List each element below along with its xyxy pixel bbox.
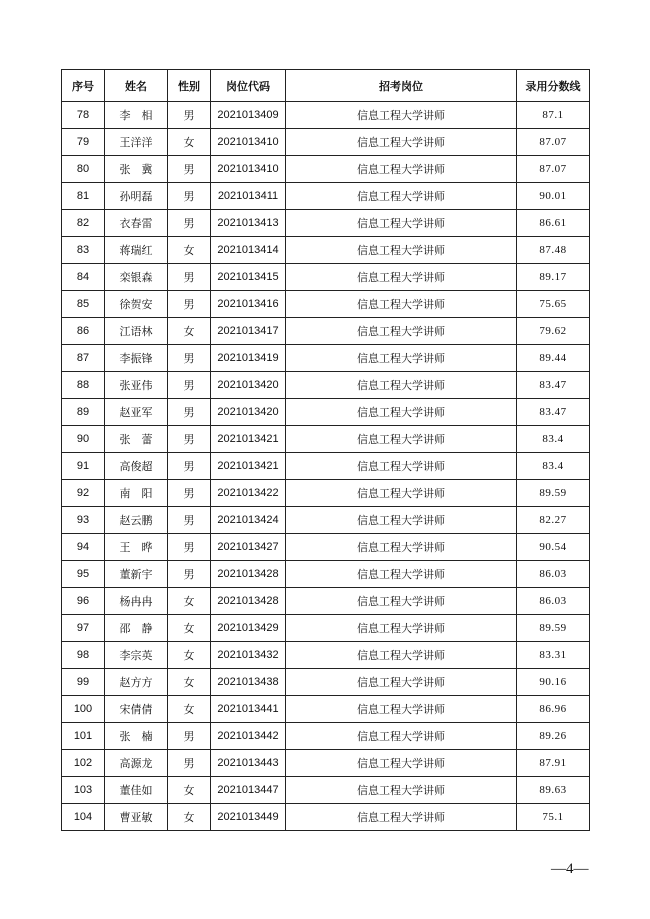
cell-position-code: 2021013422 — [211, 480, 286, 507]
cell-position-code: 2021013428 — [211, 561, 286, 588]
cell-name: 杨冉冉 — [105, 588, 168, 615]
cell-gender: 女 — [168, 237, 211, 264]
cell-position: 信息工程大学讲师 — [286, 723, 517, 750]
cell-admission-score: 89.17 — [517, 264, 590, 291]
cell-gender: 男 — [168, 183, 211, 210]
cell-position: 信息工程大学讲师 — [286, 777, 517, 804]
table-row — [62, 345, 590, 372]
table-body — [62, 102, 590, 831]
cell-position-code: 2021013419 — [211, 345, 286, 372]
table-row — [62, 696, 590, 723]
cell-admission-score: 79.62 — [517, 318, 590, 345]
cell-name: 赵方方 — [105, 669, 168, 696]
cell-position: 信息工程大学讲师 — [286, 507, 517, 534]
cell-name: 高俊超 — [105, 453, 168, 480]
cell-serial-number: 98 — [62, 642, 105, 669]
cell-serial-number: 89 — [62, 399, 105, 426]
table-row — [62, 264, 590, 291]
cell-gender: 男 — [168, 561, 211, 588]
cell-gender: 男 — [168, 480, 211, 507]
table-row — [62, 534, 590, 561]
cell-position: 信息工程大学讲师 — [286, 696, 517, 723]
table-row — [62, 588, 590, 615]
cell-admission-score: 82.27 — [517, 507, 590, 534]
cell-serial-number: 78 — [62, 102, 105, 129]
cell-position: 信息工程大学讲师 — [286, 129, 517, 156]
cell-name: 董新宇 — [105, 561, 168, 588]
cell-gender: 男 — [168, 291, 211, 318]
cell-gender: 男 — [168, 156, 211, 183]
cell-position-code: 2021013438 — [211, 669, 286, 696]
cell-name: 王 晔 — [105, 534, 168, 561]
cell-name: 李 相 — [105, 102, 168, 129]
cell-position: 信息工程大学讲师 — [286, 237, 517, 264]
cell-serial-number: 88 — [62, 372, 105, 399]
cell-gender: 女 — [168, 669, 211, 696]
cell-admission-score: 90.54 — [517, 534, 590, 561]
table-row — [62, 777, 590, 804]
cell-name: 邵 静 — [105, 615, 168, 642]
cell-gender: 男 — [168, 210, 211, 237]
header-gender: 性别 — [168, 70, 211, 102]
cell-position-code: 2021013416 — [211, 291, 286, 318]
cell-position: 信息工程大学讲师 — [286, 534, 517, 561]
cell-serial-number: 84 — [62, 264, 105, 291]
cell-position-code: 2021013424 — [211, 507, 286, 534]
cell-admission-score: 83.4 — [517, 426, 590, 453]
table-row — [62, 183, 590, 210]
cell-serial-number: 81 — [62, 183, 105, 210]
cell-position: 信息工程大学讲师 — [286, 102, 517, 129]
cell-position: 信息工程大学讲师 — [286, 426, 517, 453]
cell-name: 李振锋 — [105, 345, 168, 372]
header-serial-number: 序号 — [62, 70, 105, 102]
cell-serial-number: 90 — [62, 426, 105, 453]
cell-serial-number: 80 — [62, 156, 105, 183]
cell-position: 信息工程大学讲师 — [286, 345, 517, 372]
cell-position: 信息工程大学讲师 — [286, 561, 517, 588]
cell-name: 赵亚军 — [105, 399, 168, 426]
cell-gender: 男 — [168, 534, 211, 561]
cell-name: 张亚伟 — [105, 372, 168, 399]
cell-serial-number: 100 — [62, 696, 105, 723]
cell-gender: 女 — [168, 804, 211, 831]
header-position-code: 岗位代码 — [211, 70, 286, 102]
cell-gender: 女 — [168, 696, 211, 723]
cell-serial-number: 104 — [62, 804, 105, 831]
cell-gender: 女 — [168, 615, 211, 642]
cell-position-code: 2021013443 — [211, 750, 286, 777]
cell-gender: 男 — [168, 507, 211, 534]
cell-admission-score: 75.1 — [517, 804, 590, 831]
cell-gender: 男 — [168, 372, 211, 399]
cell-serial-number: 87 — [62, 345, 105, 372]
table-row — [62, 561, 590, 588]
cell-name: 孙明磊 — [105, 183, 168, 210]
cell-serial-number: 94 — [62, 534, 105, 561]
cell-position: 信息工程大学讲师 — [286, 318, 517, 345]
cell-position: 信息工程大学讲师 — [286, 183, 517, 210]
header-admission-score: 录用分数线 — [517, 70, 590, 102]
cell-serial-number: 85 — [62, 291, 105, 318]
cell-gender: 男 — [168, 345, 211, 372]
cell-position: 信息工程大学讲师 — [286, 804, 517, 831]
cell-serial-number: 96 — [62, 588, 105, 615]
cell-name: 董佳如 — [105, 777, 168, 804]
cell-name: 宋倩倩 — [105, 696, 168, 723]
table-row — [62, 804, 590, 831]
cell-position-code: 2021013420 — [211, 372, 286, 399]
cell-serial-number: 93 — [62, 507, 105, 534]
cell-serial-number: 91 — [62, 453, 105, 480]
cell-admission-score: 86.96 — [517, 696, 590, 723]
cell-position-code: 2021013414 — [211, 237, 286, 264]
table-row — [62, 426, 590, 453]
table-row — [62, 291, 590, 318]
cell-position-code: 2021013432 — [211, 642, 286, 669]
cell-gender: 男 — [168, 750, 211, 777]
cell-position: 信息工程大学讲师 — [286, 480, 517, 507]
cell-admission-score: 89.63 — [517, 777, 590, 804]
cell-position: 信息工程大学讲师 — [286, 264, 517, 291]
cell-gender: 女 — [168, 642, 211, 669]
cell-name: 张 蕾 — [105, 426, 168, 453]
table-row — [62, 318, 590, 345]
table-row — [62, 237, 590, 264]
cell-gender: 男 — [168, 399, 211, 426]
cell-position-code: 2021013442 — [211, 723, 286, 750]
cell-name: 栾银森 — [105, 264, 168, 291]
table-row — [62, 102, 590, 129]
cell-name: 曹亚敏 — [105, 804, 168, 831]
cell-position: 信息工程大学讲师 — [286, 669, 517, 696]
cell-admission-score: 86.61 — [517, 210, 590, 237]
table-row — [62, 156, 590, 183]
header-name: 姓名 — [105, 70, 168, 102]
table-row — [62, 210, 590, 237]
cell-serial-number: 103 — [62, 777, 105, 804]
cell-gender: 男 — [168, 264, 211, 291]
cell-admission-score: 83.47 — [517, 372, 590, 399]
table-row — [62, 129, 590, 156]
cell-gender: 男 — [168, 723, 211, 750]
admission-score-table — [61, 69, 590, 831]
cell-admission-score: 87.07 — [517, 129, 590, 156]
table-row — [62, 372, 590, 399]
cell-gender: 男 — [168, 102, 211, 129]
table-row — [62, 669, 590, 696]
cell-name: 张 冀 — [105, 156, 168, 183]
cell-admission-score: 90.16 — [517, 669, 590, 696]
cell-admission-score: 86.03 — [517, 588, 590, 615]
cell-name: 王洋洋 — [105, 129, 168, 156]
table-row — [62, 453, 590, 480]
header-position: 招考岗位 — [286, 70, 517, 102]
cell-serial-number: 82 — [62, 210, 105, 237]
cell-name: 江语林 — [105, 318, 168, 345]
cell-admission-score: 87.07 — [517, 156, 590, 183]
cell-admission-score: 83.47 — [517, 399, 590, 426]
cell-position-code: 2021013428 — [211, 588, 286, 615]
table-row — [62, 750, 590, 777]
cell-position-code: 2021013409 — [211, 102, 286, 129]
cell-admission-score: 90.01 — [517, 183, 590, 210]
cell-serial-number: 102 — [62, 750, 105, 777]
table-row — [62, 399, 590, 426]
cell-position-code: 2021013447 — [211, 777, 286, 804]
cell-position-code: 2021013410 — [211, 156, 286, 183]
cell-serial-number: 86 — [62, 318, 105, 345]
cell-position: 信息工程大学讲师 — [286, 615, 517, 642]
cell-serial-number: 79 — [62, 129, 105, 156]
cell-admission-score: 89.26 — [517, 723, 590, 750]
cell-serial-number: 101 — [62, 723, 105, 750]
cell-position: 信息工程大学讲师 — [286, 453, 517, 480]
cell-admission-score: 87.48 — [517, 237, 590, 264]
cell-position: 信息工程大学讲师 — [286, 642, 517, 669]
cell-name: 蒋瑞红 — [105, 237, 168, 264]
page-number: —4— — [551, 861, 589, 877]
cell-admission-score: 75.65 — [517, 291, 590, 318]
cell-position: 信息工程大学讲师 — [286, 750, 517, 777]
cell-admission-score: 87.1 — [517, 102, 590, 129]
cell-admission-score: 89.59 — [517, 615, 590, 642]
cell-position-code: 2021013411 — [211, 183, 286, 210]
cell-position-code: 2021013421 — [211, 453, 286, 480]
cell-position: 信息工程大学讲师 — [286, 291, 517, 318]
cell-position-code: 2021013420 — [211, 399, 286, 426]
cell-serial-number: 83 — [62, 237, 105, 264]
table-row — [62, 723, 590, 750]
cell-admission-score: 83.31 — [517, 642, 590, 669]
cell-gender: 男 — [168, 453, 211, 480]
cell-position: 信息工程大学讲师 — [286, 399, 517, 426]
cell-admission-score: 89.59 — [517, 480, 590, 507]
admission-table-container — [61, 69, 589, 831]
cell-position-code: 2021013421 — [211, 426, 286, 453]
cell-position-code: 2021013415 — [211, 264, 286, 291]
cell-position: 信息工程大学讲师 — [286, 156, 517, 183]
cell-name: 徐贺安 — [105, 291, 168, 318]
table-header-row — [62, 70, 590, 102]
cell-position: 信息工程大学讲师 — [286, 588, 517, 615]
cell-gender: 女 — [168, 129, 211, 156]
cell-name: 张 楠 — [105, 723, 168, 750]
cell-gender: 女 — [168, 318, 211, 345]
cell-admission-score: 89.44 — [517, 345, 590, 372]
table-row — [62, 615, 590, 642]
cell-position-code: 2021013427 — [211, 534, 286, 561]
cell-name: 赵云鹏 — [105, 507, 168, 534]
cell-position-code: 2021013449 — [211, 804, 286, 831]
cell-gender: 女 — [168, 588, 211, 615]
cell-name: 南 阳 — [105, 480, 168, 507]
table-row — [62, 480, 590, 507]
cell-admission-score: 86.03 — [517, 561, 590, 588]
cell-position-code: 2021013410 — [211, 129, 286, 156]
cell-admission-score: 87.91 — [517, 750, 590, 777]
cell-position-code: 2021013413 — [211, 210, 286, 237]
cell-name: 李宗英 — [105, 642, 168, 669]
cell-name: 衣春雷 — [105, 210, 168, 237]
cell-gender: 男 — [168, 426, 211, 453]
cell-position: 信息工程大学讲师 — [286, 372, 517, 399]
cell-name: 高源龙 — [105, 750, 168, 777]
table-row — [62, 642, 590, 669]
cell-position-code: 2021013441 — [211, 696, 286, 723]
cell-serial-number: 95 — [62, 561, 105, 588]
cell-gender: 女 — [168, 777, 211, 804]
cell-position-code: 2021013429 — [211, 615, 286, 642]
cell-position-code: 2021013417 — [211, 318, 286, 345]
cell-serial-number: 92 — [62, 480, 105, 507]
cell-serial-number: 97 — [62, 615, 105, 642]
cell-position: 信息工程大学讲师 — [286, 210, 517, 237]
cell-admission-score: 83.4 — [517, 453, 590, 480]
cell-serial-number: 99 — [62, 669, 105, 696]
table-row — [62, 507, 590, 534]
